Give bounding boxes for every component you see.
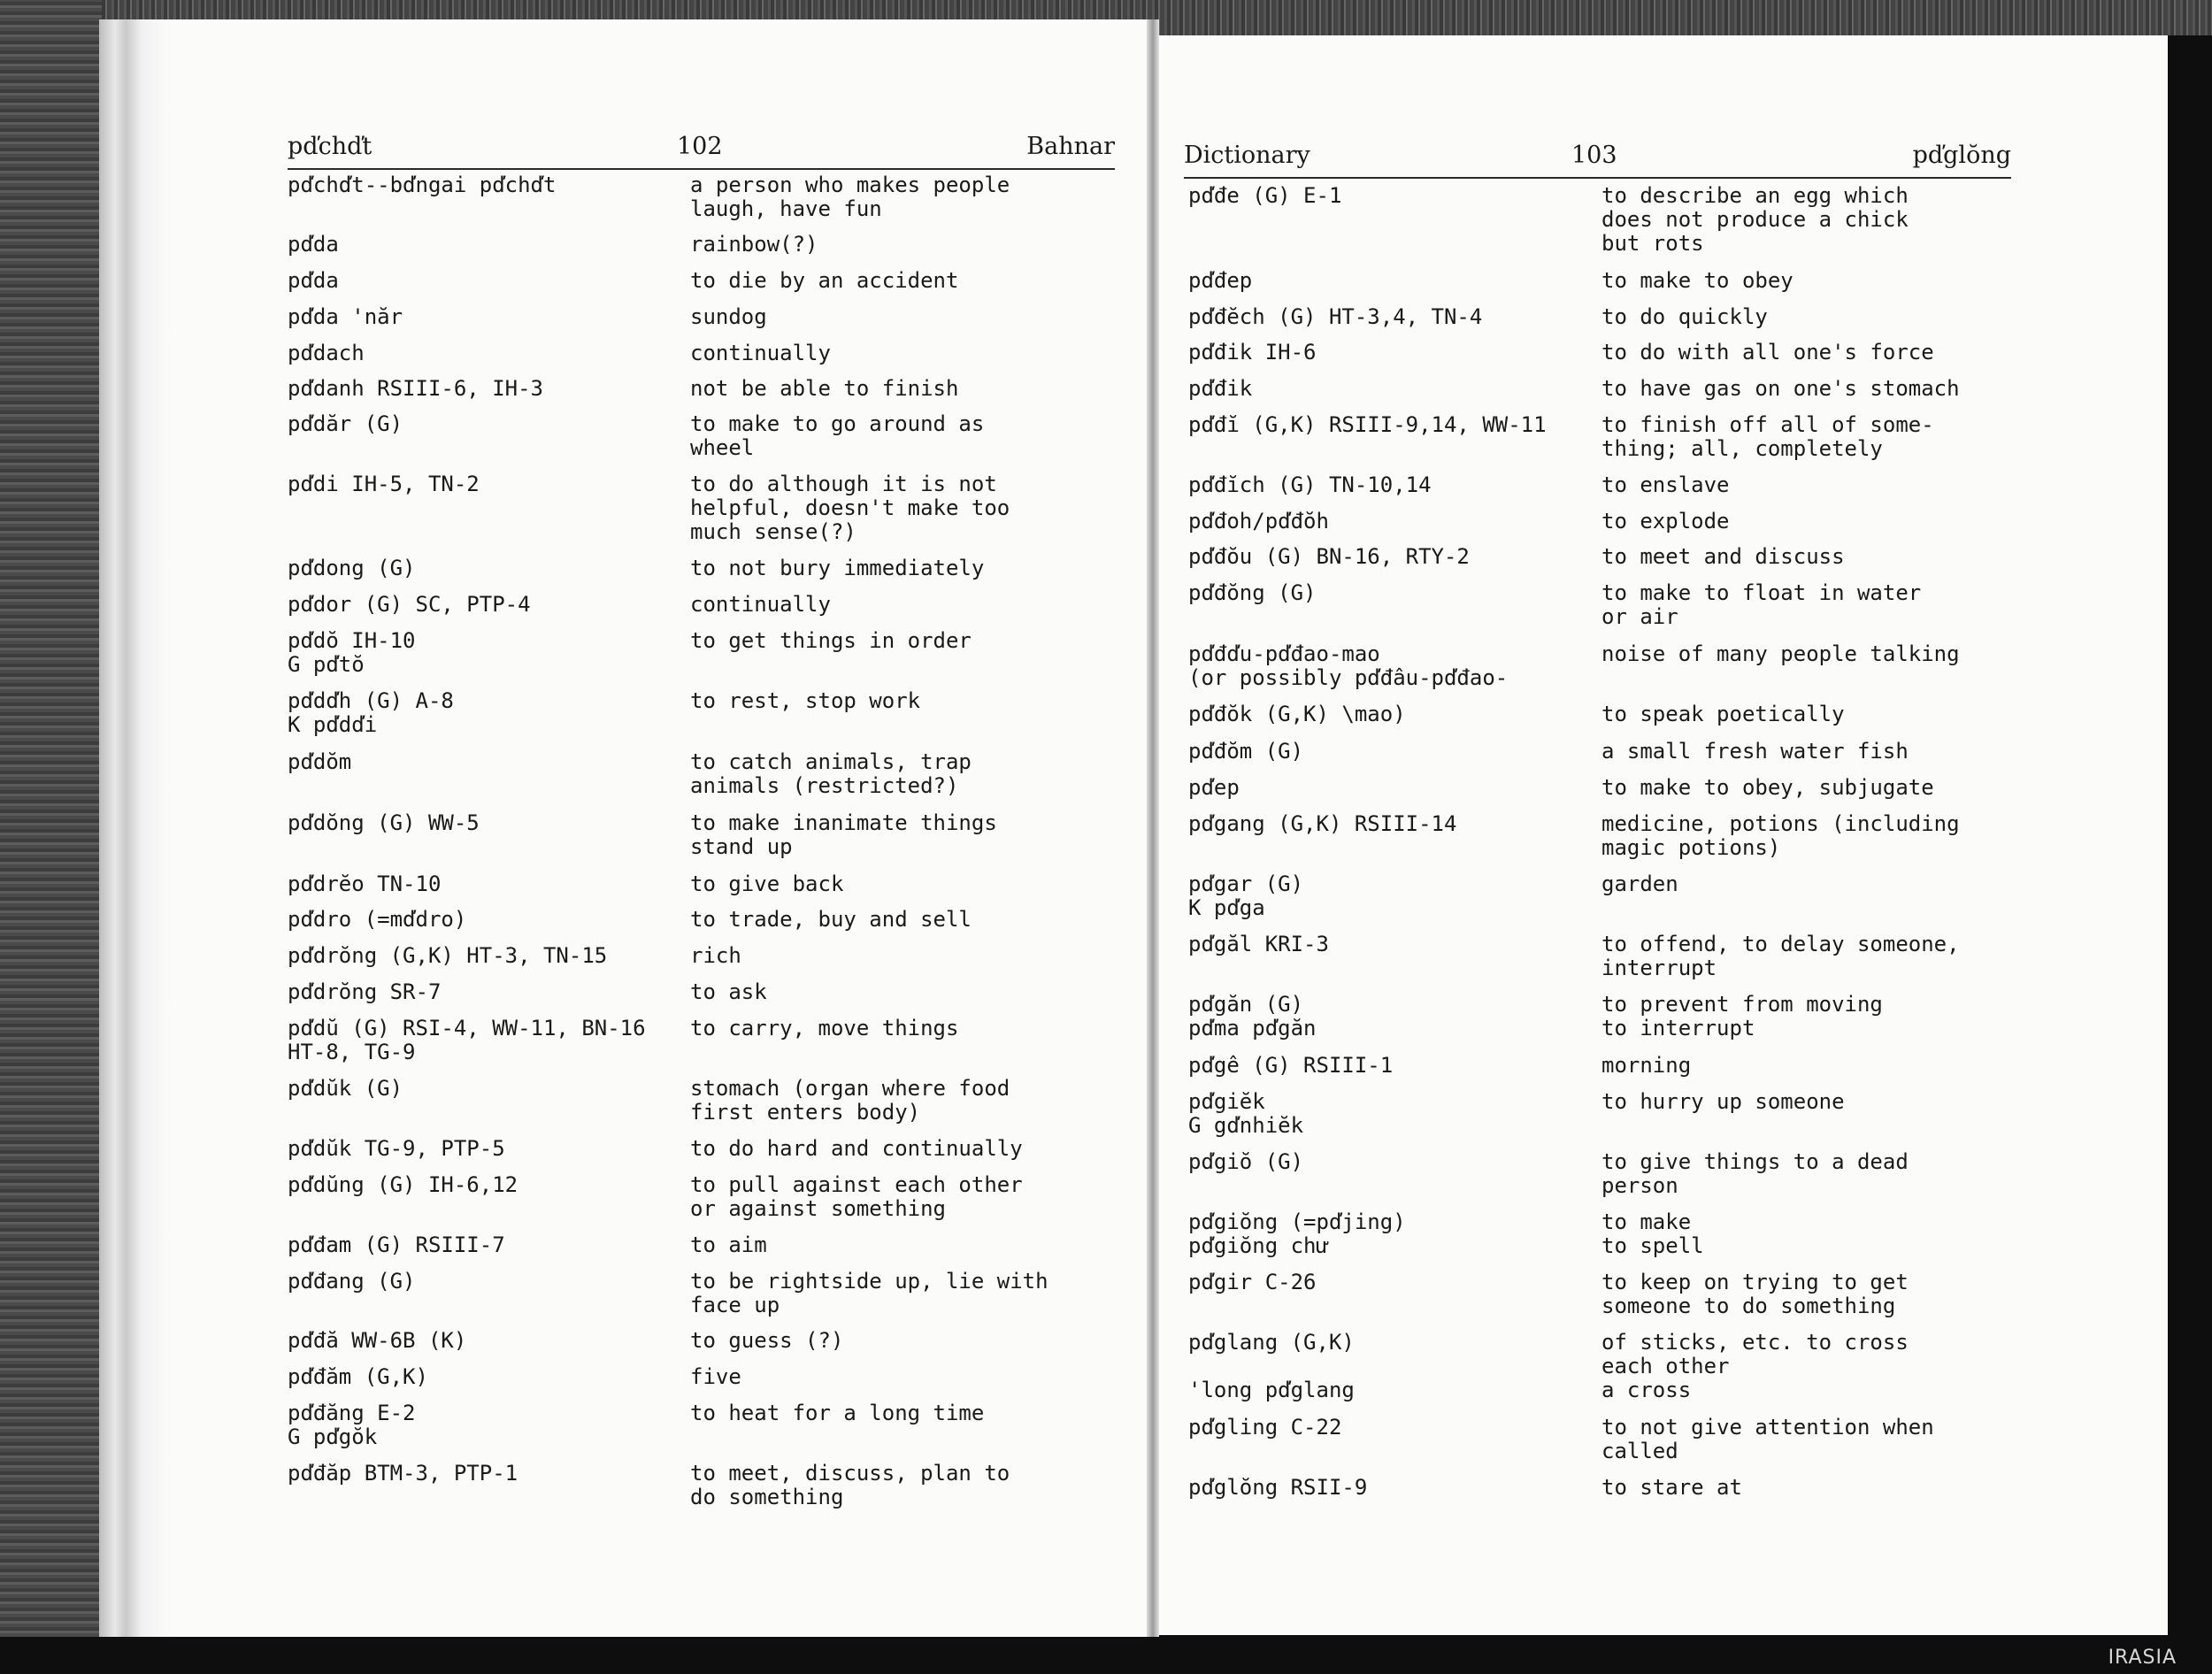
headword: pďdŭk TG-9, PTP-5 (288, 1136, 505, 1161)
definition: to give back (690, 872, 844, 896)
definition: to get things in order (690, 628, 972, 653)
definition: to stare at (1601, 1475, 1742, 1500)
page-edge (99, 19, 170, 1637)
left-header-title: Bahnar (1026, 133, 1115, 160)
definition: to catch animals, trap animals (restricted?) (690, 749, 972, 798)
book-gutter (1147, 19, 1159, 1637)
headword: pďđep (1188, 268, 1253, 293)
headword: pďdŏm (288, 749, 352, 774)
headword: pďdrŏng SR-7 (288, 979, 442, 1004)
headword: pďđam (G) RSIII-7 (288, 1232, 505, 1257)
headword: pďdďh (G) A-8 K pďdďi (288, 688, 454, 737)
headword: pďđăp BTM-3, PTP-1 (288, 1461, 518, 1486)
definition: to give things to a dead person (1601, 1149, 1909, 1198)
right-header-guideword: pďglŏng (1912, 142, 2011, 169)
headword: pďdi IH-5, TN-2 (288, 472, 480, 496)
definition: to ask (690, 979, 767, 1004)
headword: pďdŏ IH-10 G pďtŏ (288, 628, 416, 677)
left-page-header (288, 133, 1115, 168)
headword: pďđŏu (G) BN-16, RTY-2 (1188, 544, 1470, 569)
headword: pďdăr (G) (288, 411, 403, 436)
right-page-number: 103 (1571, 142, 1617, 169)
definition: to not bury immediately (690, 556, 985, 580)
headword: pďgiĕk G gďnhiĕk (1188, 1089, 1304, 1138)
right-header-rule (1184, 177, 2011, 179)
definition: a person who makes people laugh, have fun (690, 173, 1010, 221)
headword: pďgăn (G) pďma pďgăn (1188, 992, 1317, 1040)
headword: pďgir C-26 (1188, 1270, 1317, 1294)
definition: of sticks, etc. to cross each other a cross (1601, 1330, 1909, 1402)
definition: stomach (organ where food first enters body) (690, 1076, 1010, 1125)
headword: pďdrŏng (G,K) HT-3, TN-15 (288, 943, 608, 968)
headword: pďdrĕo TN-10 (288, 872, 442, 896)
definition: a small fresh water fish (1601, 739, 1909, 764)
headword: pďep (1188, 775, 1240, 800)
right-page-header (1184, 142, 2011, 177)
definition: to have gas on one's stomach (1601, 376, 1960, 401)
definition: to do hard and continually (690, 1136, 1023, 1161)
definition: continually (690, 341, 831, 365)
definition: to rest, stop work (690, 688, 921, 713)
definition: to finish off all of some- thing; all, completely (1601, 412, 1934, 461)
definition: to heat for a long time (690, 1401, 985, 1425)
definition: to explode (1601, 509, 1730, 534)
headword: pďgling C-22 (1188, 1415, 1342, 1440)
headword: pďđŏng (G) (1188, 580, 1317, 605)
headword: pďgang (G,K) RSIII-14 (1188, 811, 1457, 836)
definition: to pull against each other or against something (690, 1172, 1023, 1221)
definition: continually (690, 592, 831, 617)
headword: pďda (288, 232, 339, 257)
headword: pďđĕch (G) HT-3,4, TN-4 (1188, 304, 1483, 329)
headword: pďglŏng RSII-9 (1188, 1475, 1368, 1500)
definition: to speak poetically (1601, 702, 1845, 726)
definition: to guess (?) (690, 1328, 844, 1353)
definition: to make inanimate things stand up (690, 810, 997, 859)
definition: morning (1601, 1053, 1692, 1078)
headword: pďđŏk (G,K) \mao) (1188, 702, 1406, 726)
headword: pďđang (G) (288, 1269, 416, 1294)
headword: pďdŭng (G) IH-6,12 (288, 1172, 518, 1197)
headword: pďgar (G) K pďga (1188, 872, 1304, 920)
definition: to offend, to delay someone, interrupt (1601, 932, 1960, 980)
headword: pďdŏng (G) WW-5 (288, 810, 480, 835)
headword: pďđĭ (G,K) RSIII-9,14, WW-11 (1188, 412, 1547, 437)
left-page-number: 102 (677, 133, 723, 160)
definition: to prevent from moving to interrupt (1601, 992, 1883, 1040)
scan-background-left (0, 0, 102, 1637)
definition: to make to obey (1601, 268, 1793, 293)
definition: rainbow(?) (690, 232, 818, 257)
headword: pďđik (1188, 376, 1253, 401)
definition: to do quickly (1601, 304, 1768, 329)
definition: to keep on trying to get someone to do something (1601, 1270, 1909, 1318)
headword: pďđoh/pďđŏh (1188, 509, 1329, 534)
headword: pďdanh RSIII-6, IH-3 (288, 376, 543, 401)
definition: noise of many people talking (1601, 641, 1960, 666)
headword: pďđe (G) E-1 (1188, 183, 1342, 208)
definition: to meet, discuss, plan to do something (690, 1461, 1010, 1509)
headword: pďđăng E-2 G pďgŏk (288, 1401, 416, 1449)
definition: to do with all one's force (1601, 340, 1934, 365)
left-header-rule (288, 168, 1115, 170)
definition: five (690, 1364, 741, 1389)
definition: to trade, buy and sell (690, 907, 972, 932)
headword: pďđăm (G,K) (288, 1364, 428, 1389)
headword: pďgiŏ (G) (1188, 1149, 1304, 1174)
headword: pďda 'năr (288, 304, 403, 329)
headword: pďdach (288, 341, 365, 365)
definition: to be rightside up, lie with face up (690, 1269, 1048, 1317)
headword: pďdŭk (G) (288, 1076, 403, 1101)
definition: to enslave (1601, 472, 1730, 497)
headword: pďdong (G) (288, 556, 416, 580)
definition: sundog (690, 304, 767, 329)
definition: to make to go around as wheel (690, 411, 985, 460)
headword: pďđŏm (G) (1188, 739, 1304, 764)
definition: to make to obey, subjugate (1601, 775, 1934, 800)
definition: to die by an accident (690, 268, 959, 293)
watermark-label: IRASIA (2108, 1647, 2177, 1669)
headword: pďdŭ (G) RSI-4, WW-11, BN-16 HT-8, TG-9 (288, 1016, 646, 1064)
headword: pďđďu-pďđao-mao (or possibly pďđâu-pďđao- (1188, 641, 1509, 690)
definition: to aim (690, 1232, 767, 1257)
definition: to describe an egg which does not produce a chick but rots (1601, 183, 1909, 256)
headword: pďda (288, 268, 339, 293)
definition: not be able to finish (690, 376, 959, 401)
headword: pďdro (=mďdro) (288, 907, 467, 932)
headword: pďđă WW-6B (K) (288, 1328, 467, 1353)
headword: pďchďt--bďngai pďchďt (288, 173, 557, 197)
definition: to hurry up someone (1601, 1089, 1845, 1114)
headword: pďđik IH-6 (1188, 340, 1317, 365)
definition: medicine, potions (including magic potions) (1601, 811, 1960, 860)
definition: to carry, move things (690, 1016, 959, 1040)
headword: pďdor (G) SC, PTP-4 (288, 592, 531, 617)
headword: pďđĭch (G) TN-10,14 (1188, 472, 1432, 497)
definition: to meet and discuss (1601, 544, 1845, 569)
headword: pďgăl KRI-3 (1188, 932, 1329, 956)
definition: to not give attention when called (1601, 1415, 1934, 1463)
definition: to make to spell (1601, 1209, 1704, 1258)
headword: pďgê (G) RSIII-1 (1188, 1053, 1394, 1078)
headword: pďglang (G,K) 'long pďglang (1188, 1330, 1355, 1402)
left-header-guideword: pďchďt (288, 133, 373, 160)
definition: garden (1601, 872, 1678, 896)
right-header-title: Dictionary (1184, 142, 1310, 169)
definition: to do although it is not helpful, doesn't make too much sense(?) (690, 472, 1010, 544)
headword: pďgiŏng (=pďjing) pďgiŏng chư (1188, 1209, 1406, 1258)
definition: to make to float in water or air (1601, 580, 1922, 629)
definition: rich (690, 943, 741, 968)
